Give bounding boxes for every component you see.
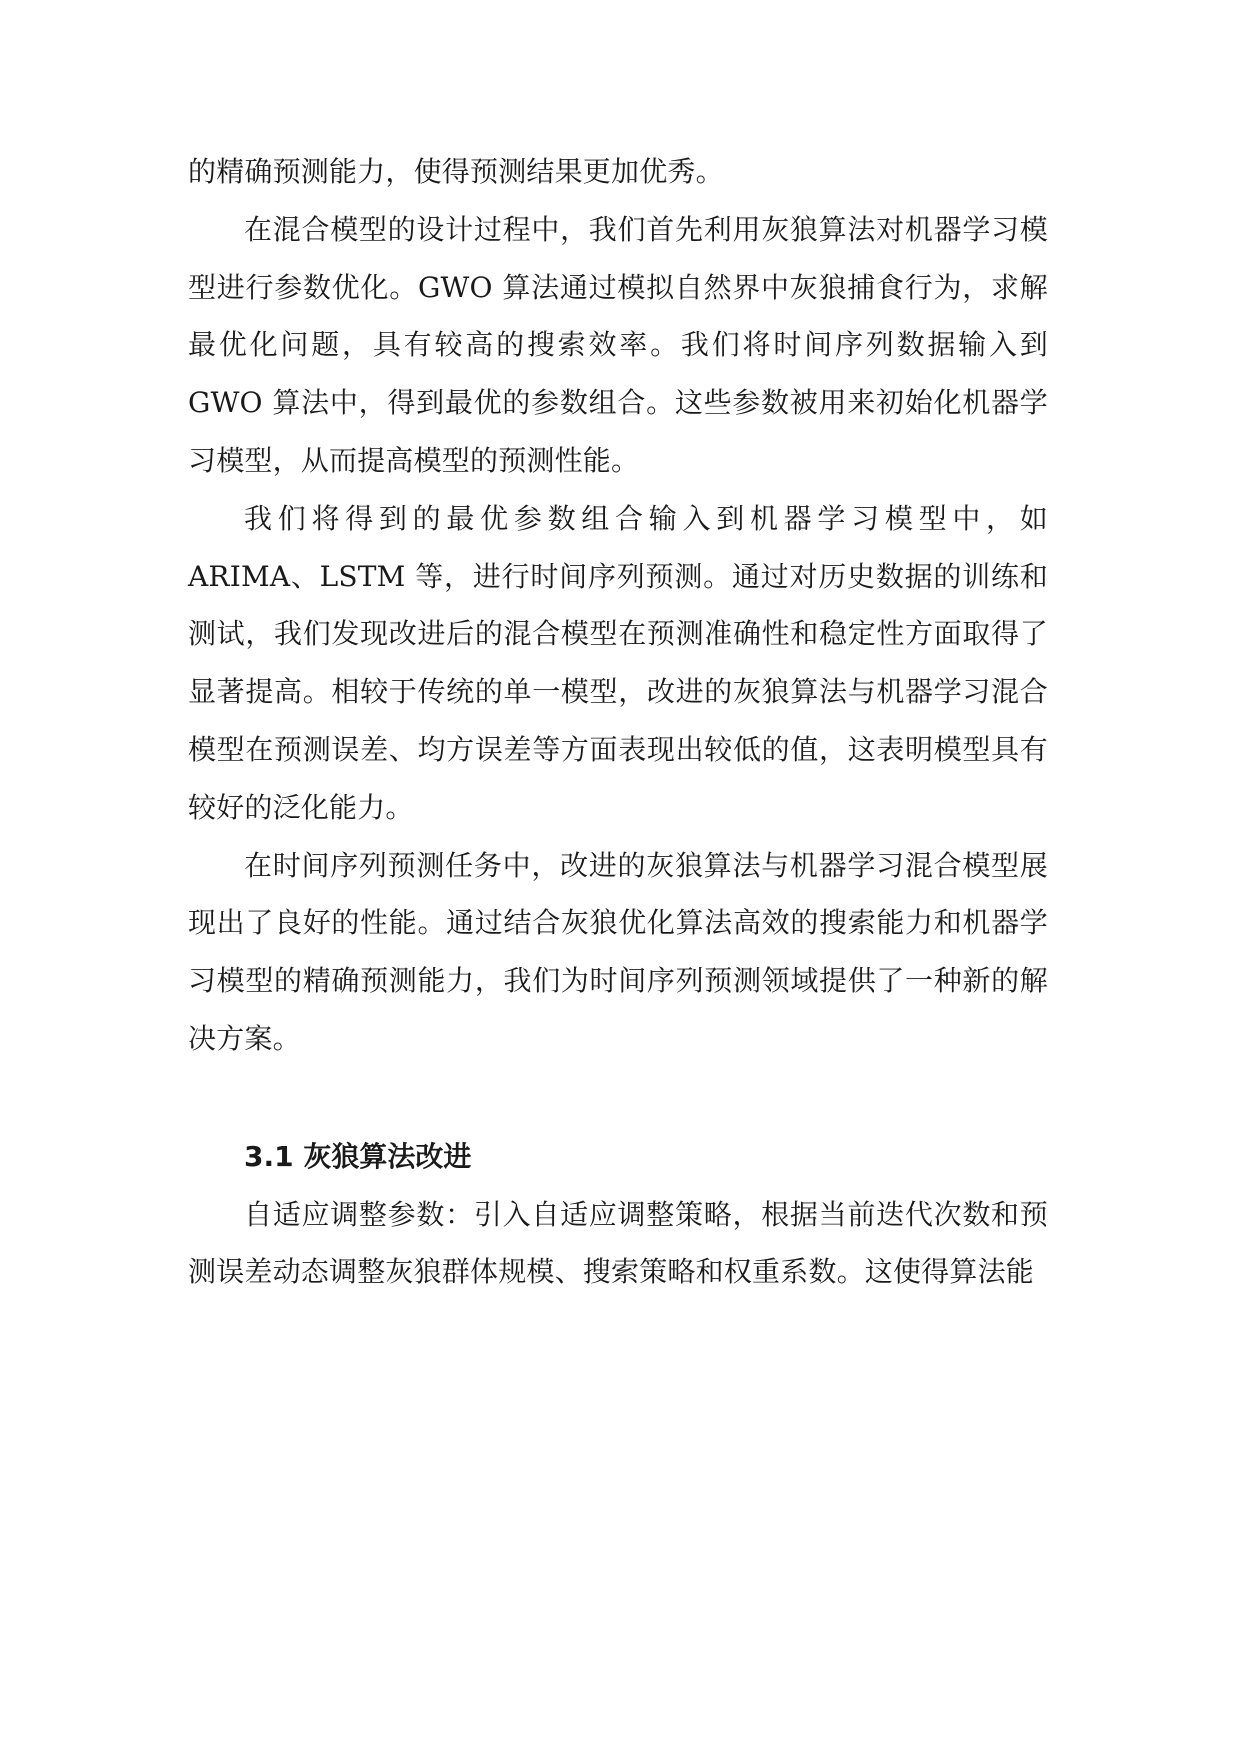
paragraph-conclusion: 在时间序列预测任务中，改进的灰狼算法与机器学习混合模型展现出了良好的性能。通过结合灰狼优化算法高效的搜索能力和机器学习模型的精确预测能力，我们为时间序列预测领域提供了一种新的解决方案。 bbox=[188, 848, 1048, 1055]
section-number: 3.1 bbox=[244, 1139, 294, 1173]
paragraph-hybrid-model-design: 在混合模型的设计过程中，我们首先利用灰狼算法对机器学习模型进行参数优化。GWO 算法通过模拟自然界中灰狼捕食行为，求解最优化问题，具有较高的搜索效率。我们将时间序列数据输入到 GWO 算法中，得到最优的参数组合。这些参数被用来初始化机器学习模型，从而提高模型的预测性能。 bbox=[188, 212, 1048, 477]
paragraph-adaptive-parameters: 自适应调整参数：引入自适应调整策略，根据当前迭代次数和预测误差动态调整灰狼群体规模、搜索策略和权重系数。这使得算法能 bbox=[188, 1197, 1048, 1289]
paragraph-model-results: 我们将得到的最优参数组合输入到机器学习模型中，如 ARIMA、LSTM 等，进行时间序列预测。通过对历史数据的训练和测试，我们发现改进后的混合模型在预测准确性和稳定性方面取得了显著提高。相较于传统的单一模型，改进的灰狼算法与机器学习混合模型在预测误差、均方误差等方面表现出较低的值，这表明模型具有较好的泛化能力。 bbox=[188, 501, 1048, 824]
document-body bbox=[188, 143, 1048, 1301]
section-title: 灰狼算法改进 bbox=[303, 1139, 472, 1173]
paragraph-continuation: 的精确预测能力，使得预测结果更加优秀。 bbox=[188, 155, 724, 188]
section-heading bbox=[188, 1128, 1048, 1186]
